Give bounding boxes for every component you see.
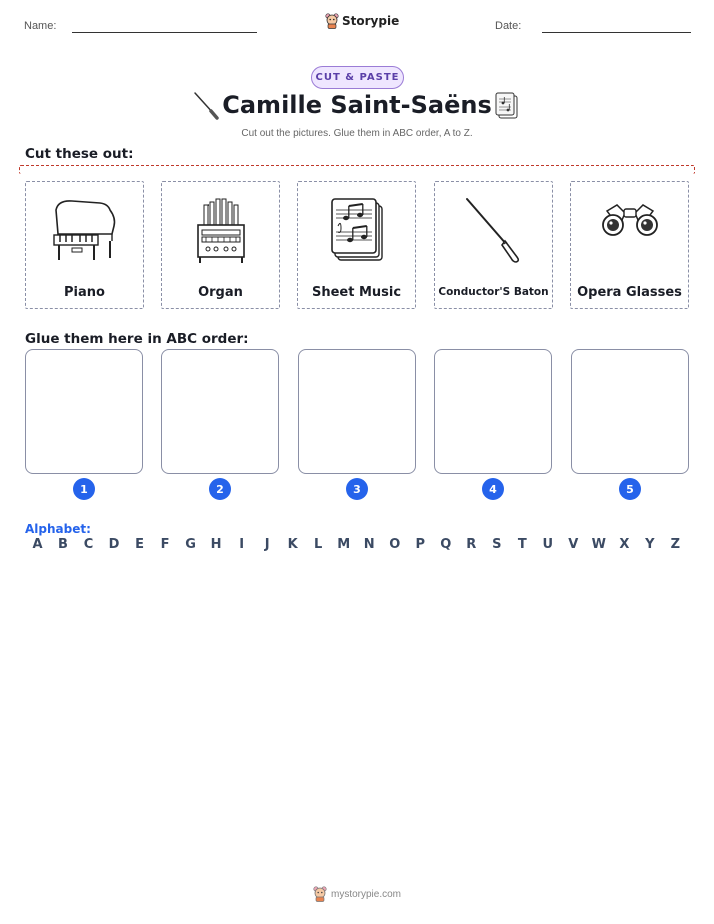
alphabet-letter: S bbox=[492, 537, 502, 552]
sheet-music-title-icon bbox=[494, 92, 520, 125]
alphabet-letter: T bbox=[517, 537, 527, 552]
alphabet-letter: D bbox=[108, 537, 120, 552]
alphabet-letter: Y bbox=[645, 537, 655, 552]
page-title: Camille Saint-Saëns bbox=[222, 91, 492, 119]
alphabet-letter: I bbox=[239, 537, 245, 552]
name-line[interactable] bbox=[72, 32, 257, 33]
brand-name: Storypie bbox=[342, 14, 400, 28]
card-label: Opera Glasses bbox=[577, 285, 682, 300]
sheet-music-icon bbox=[298, 190, 415, 270]
piano-icon bbox=[26, 190, 143, 270]
organ-icon bbox=[162, 190, 279, 270]
alphabet-letter: H bbox=[210, 537, 222, 552]
alphabet-letter: M bbox=[337, 537, 351, 552]
alphabet-letter: L bbox=[314, 537, 323, 552]
card-label: Organ bbox=[198, 285, 243, 300]
glue-slot-3[interactable] bbox=[298, 349, 416, 474]
slot-number-badge: 3 bbox=[346, 478, 368, 500]
cut-card-opera-glasses[interactable] bbox=[570, 181, 689, 309]
slot-number-badge: 2 bbox=[209, 478, 231, 500]
alphabet-letter: R bbox=[466, 537, 477, 552]
date-line[interactable] bbox=[542, 32, 691, 33]
cut-paste-badge: CUT & PASTE bbox=[311, 66, 404, 89]
alphabet-letter: K bbox=[287, 537, 298, 552]
cut-card-sheet-music[interactable] bbox=[297, 181, 416, 309]
alphabet-letter: Z bbox=[670, 537, 681, 552]
alphabet-letter: V bbox=[568, 537, 579, 552]
glue-slot-5[interactable] bbox=[571, 349, 689, 474]
baton-icon bbox=[435, 190, 552, 270]
brand-logo bbox=[325, 13, 399, 29]
cut-line bbox=[19, 165, 695, 174]
alphabet-letter: F bbox=[160, 537, 170, 552]
card-label: Piano bbox=[64, 285, 105, 300]
storypie-mascot-icon bbox=[313, 886, 327, 902]
alphabet-letter: C bbox=[83, 537, 94, 552]
alphabet-letter: B bbox=[58, 537, 68, 552]
slot-number-badge: 5 bbox=[619, 478, 641, 500]
cut-section-heading: Cut these out: bbox=[25, 146, 134, 162]
alphabet-letter: E bbox=[135, 537, 144, 552]
glue-slot-1[interactable] bbox=[25, 349, 143, 474]
alphabet-letter: X bbox=[619, 537, 630, 552]
cut-card-piano[interactable] bbox=[25, 181, 144, 309]
opera-glasses-icon bbox=[571, 190, 688, 270]
date-label: Date: bbox=[495, 20, 522, 32]
alphabet-letter: P bbox=[415, 537, 425, 552]
alphabet-letter: O bbox=[389, 537, 401, 552]
alphabet-heading: Alphabet: bbox=[25, 522, 91, 536]
alphabet-letter: G bbox=[185, 537, 196, 552]
name-label: Name: bbox=[24, 20, 57, 32]
glue-slot-2[interactable] bbox=[161, 349, 279, 474]
slot-number-badge: 4 bbox=[482, 478, 504, 500]
alphabet-letter: U bbox=[542, 537, 554, 552]
cut-card-conductors-baton[interactable] bbox=[434, 181, 553, 309]
alphabet-letter: J bbox=[264, 537, 270, 552]
alphabet-letter: N bbox=[363, 537, 375, 552]
cut-card-organ[interactable] bbox=[161, 181, 280, 309]
slot-number-badge: 1 bbox=[73, 478, 95, 500]
alphabet-letter: W bbox=[591, 537, 607, 552]
card-label: Conductor'S Baton bbox=[438, 286, 549, 298]
alphabet-letter: Q bbox=[440, 537, 452, 552]
instructions: Cut out the pictures. Glue them in ABC order, A to Z. bbox=[241, 128, 473, 139]
glue-section-heading: Glue them here in ABC order: bbox=[25, 331, 249, 347]
card-label: Sheet Music bbox=[311, 285, 402, 300]
storypie-mascot-icon bbox=[325, 13, 339, 29]
footer bbox=[0, 886, 714, 902]
glue-slot-4[interactable] bbox=[434, 349, 552, 474]
alphabet-letter: A bbox=[32, 537, 43, 552]
alphabet-row bbox=[25, 537, 688, 552]
footer-url[interactable]: mystorypie.com bbox=[330, 888, 401, 900]
